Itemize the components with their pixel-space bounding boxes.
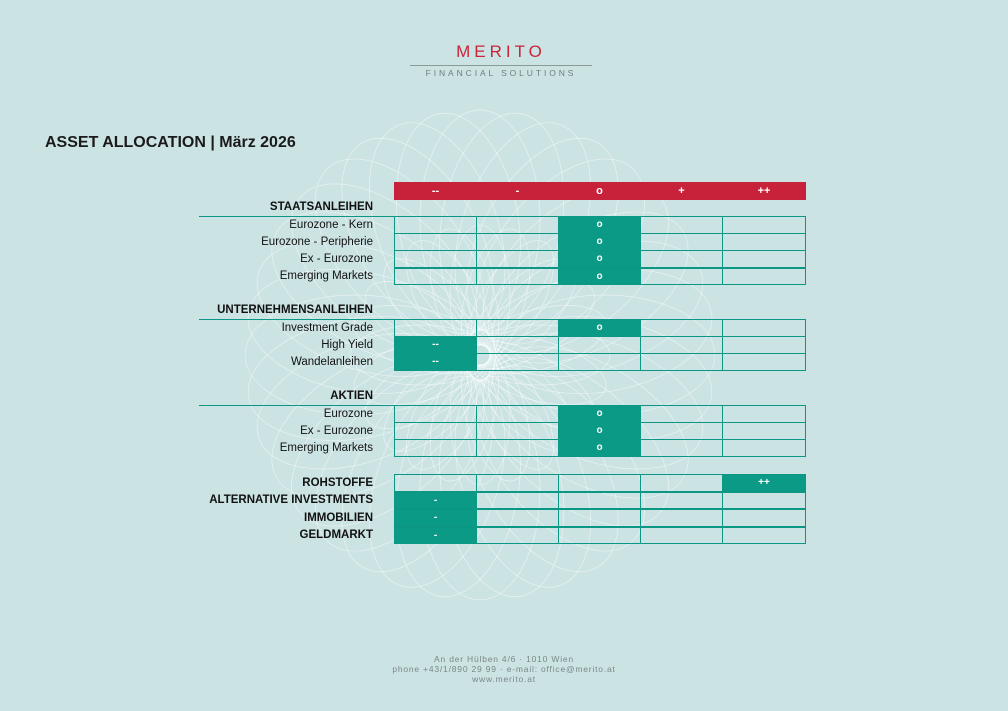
rating-cell: [558, 509, 641, 527]
footer-address: An der Hülben 4/6 · 1010 Wien: [434, 654, 574, 664]
rating-cell: [640, 422, 723, 440]
section-heading: AKTIEN: [330, 390, 373, 402]
rating-cell: [558, 474, 641, 492]
page-title: ASSET ALLOCATION | März 2026: [45, 134, 296, 151]
rating-cell: [394, 250, 477, 268]
rating-cell: [722, 353, 806, 371]
rating-cell: [476, 233, 559, 251]
category-label: ALTERNATIVE INVESTMENTS: [209, 494, 373, 506]
scale-header-cell: ++: [722, 182, 806, 200]
rating-cell: [640, 233, 723, 251]
rating-cell: [722, 250, 806, 268]
rating-cell-active: o: [558, 439, 641, 457]
rating-cell: [394, 422, 477, 440]
row-label: Investment Grade: [281, 321, 373, 334]
rating-cell: [640, 474, 723, 492]
rating-cell-active: --: [394, 336, 477, 354]
footer-web: www.merito.at: [472, 674, 536, 684]
rating-cell: [722, 422, 806, 440]
rating-cell: [722, 268, 806, 286]
rating-cell: [722, 405, 806, 423]
rating-cell: [476, 268, 559, 286]
category-label: GELDMARKT: [299, 529, 373, 541]
rating-cell: [722, 216, 806, 234]
rating-cell-active: o: [558, 422, 641, 440]
rating-cell: [394, 319, 477, 337]
section-heading: UNTERNEHMENSANLEIHEN: [217, 304, 373, 316]
rating-cell: [476, 509, 559, 527]
row-label: High Yield: [321, 338, 373, 351]
category-label: ROHSTOFFE: [302, 476, 373, 489]
scale-header-cell: o: [558, 182, 641, 200]
rating-cell: [558, 336, 641, 354]
rating-cell: [476, 527, 559, 545]
logo-rule: [410, 65, 592, 66]
section-heading: STAATSANLEIHEN: [269, 201, 373, 213]
rating-cell: [476, 439, 559, 457]
rating-cell-active: --: [394, 353, 477, 371]
rating-cell: [476, 474, 559, 492]
rating-cell: [476, 319, 559, 337]
row-label: Eurozone: [323, 407, 373, 420]
rating-cell: [722, 233, 806, 251]
rating-cell: [722, 319, 806, 337]
footer-contact: phone +43/1/890 29 99 · e-mail: office@merito.at: [392, 664, 616, 674]
rating-cell-active: o: [558, 319, 641, 337]
row-label: Ex - Eurozone: [300, 424, 373, 437]
rating-cell: [722, 336, 806, 354]
category-label: IMMOBILIEN: [304, 511, 373, 524]
rating-cell: [394, 233, 477, 251]
scale-header-cell: +: [640, 182, 723, 200]
rating-cell-active: o: [558, 216, 641, 234]
rating-cell-active: o: [558, 233, 641, 251]
row-label: Ex - Eurozone: [300, 252, 373, 265]
rating-cell: [394, 439, 477, 457]
rating-cell: [722, 492, 806, 510]
rating-cell: [558, 353, 641, 371]
row-label: Emerging Markets: [279, 270, 373, 283]
rating-cell-active: o: [558, 405, 641, 423]
logo-tagline: FINANCIAL SOLUTIONS: [425, 68, 577, 78]
rating-cell-active: ++: [722, 474, 806, 492]
logo-brand: MERITO: [456, 42, 546, 61]
rating-cell: [640, 336, 723, 354]
rating-cell: [394, 405, 477, 423]
rating-cell-active: -: [394, 527, 477, 545]
rating-cell: [394, 268, 477, 286]
rating-cell: [640, 268, 723, 286]
scale-header-cell: -: [476, 182, 559, 200]
rating-cell: [476, 250, 559, 268]
rating-cell: [640, 353, 723, 371]
rating-cell: [722, 527, 806, 545]
rating-cell: [476, 336, 559, 354]
rating-cell-active: o: [558, 250, 641, 268]
rating-cell-active: -: [394, 492, 477, 510]
rating-cell: [640, 492, 723, 510]
row-label: Wandelanleihen: [290, 355, 373, 368]
rating-cell: [640, 509, 723, 527]
rating-cell: [722, 509, 806, 527]
rating-cell: [640, 216, 723, 234]
rating-cell: [722, 439, 806, 457]
rating-cell-active: o: [558, 268, 641, 286]
rating-cell: [476, 216, 559, 234]
rating-cell: [640, 250, 723, 268]
rating-cell: [394, 216, 477, 234]
row-label: Eurozone - Kern: [289, 218, 373, 231]
rating-cell: [476, 492, 559, 510]
rating-cell: [476, 405, 559, 423]
rating-cell: [558, 492, 641, 510]
rating-cell-active: -: [394, 509, 477, 527]
row-label: Eurozone - Peripherie: [261, 235, 373, 248]
rating-cell: [394, 474, 477, 492]
rating-cell: [640, 405, 723, 423]
rating-cell: [476, 422, 559, 440]
row-label: Emerging Markets: [279, 441, 373, 454]
rating-cell: [558, 527, 641, 545]
rating-cell: [640, 319, 723, 337]
rating-cell: [640, 439, 723, 457]
rating-cell: [476, 353, 559, 371]
rating-cell: [640, 527, 723, 545]
scale-header-cell: --: [394, 182, 477, 200]
